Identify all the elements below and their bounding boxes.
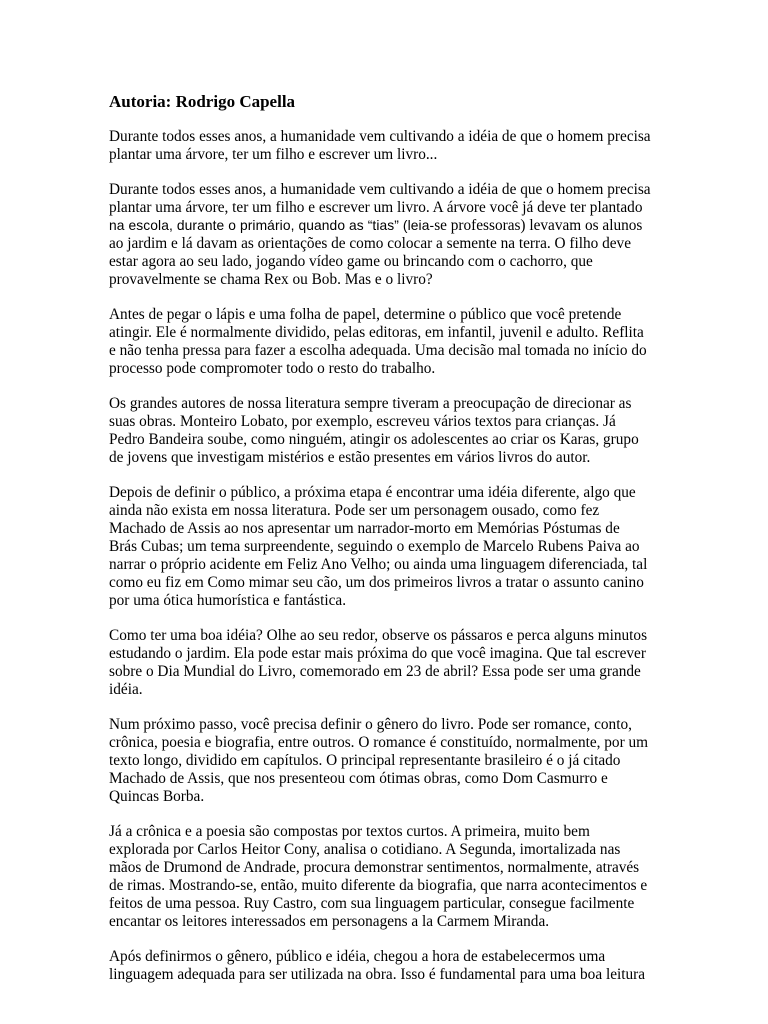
text-line [109, 217, 651, 235]
document-title: Autoria: Rodrigo Capella [109, 92, 296, 111]
text-line: por uma ótica humorística e fantástica. [109, 592, 347, 609]
text-line: Como ter uma boa idéia? Olhe ao seu redor, observe os pássaros e perca alguns minutos [109, 627, 648, 644]
text-line: suas obras. Monteiro Lobato, por exemplo, escreveu vários textos para crianças. Já [109, 413, 616, 430]
text-line: estar agora ao seu lado, jogando vídeo game ou brincando com o cachorro, que [109, 253, 593, 270]
paragraph-7 [109, 716, 651, 806]
text-line: Durante todos esses anos, a humanidade vem cultivando a idéia de que o homem precisa [109, 181, 651, 198]
text-line: idéia. [109, 681, 143, 698]
text-line: processo pode compromoter todo o resto do trabalho. [109, 360, 436, 377]
text-line: linguagem adequada para ser utilizada na obra. Isso é fundamental para uma boa leitura [109, 966, 646, 983]
text-line: explorada por Carlos Heitor Cony, analisa o cotidiano. A Segunda, imortalizada nas [109, 841, 621, 858]
text-line: de jovens que investigam mistérios e estão presentes em vários livros do autor. [109, 449, 591, 466]
text-segment: se professoras) levavam os alunos [434, 217, 643, 234]
text-line: Quincas Borba. [109, 788, 205, 805]
text-line: encantar os leitores interessados em personagens a la Carmem Miranda. [109, 913, 550, 930]
text-line: Antes de pegar o lápis e uma folha de papel, determine o público que você pretende [109, 306, 622, 323]
text-line: feitos de uma pessoa. Ruy Castro, com sua linguagem particular, consegue facilmente [109, 895, 635, 912]
paragraph-5 [109, 484, 651, 610]
text-line: provavelmente se chama Rex ou Bob. Mas e o livro? [109, 271, 433, 288]
text-line: Brás Cubas; um tema surpreendente, seguindo o exemplo de Marcelo Rubens Paiva ao [109, 538, 640, 555]
paragraph-1 [109, 128, 651, 164]
text-line: Os grandes autores de nossa literatura sempre tiveram a preocupação de direcionar as [109, 395, 632, 412]
paragraph-3 [109, 306, 651, 378]
text-line: Depois de definir o público, a próxima etapa é encontrar uma idéia diferente, algo que [109, 484, 636, 501]
text-line: ao jardim e lá davam as orientações de como colocar a semente na terra. O filho deve [109, 235, 631, 252]
paragraph-6 [109, 627, 651, 699]
text-line: Pedro Bandeira soube, como ninguém, atingir os adolescentes ao criar os Karas, grupo [109, 431, 639, 448]
text-line: plantar uma árvore, ter um filho e escrever um livro... [109, 146, 438, 163]
text-line: atingir. Ele é normalmente dividido, pelas editoras, em infantil, juvenil e adulto. Reflita [109, 324, 644, 341]
text-line: Machado de Assis ao nos apresentar um narrador-morto em Memórias Póstumas de [109, 520, 620, 537]
text-line: como eu fiz em Como mimar seu cão, um dos primeiros livros a tratar o assunto canino [109, 574, 644, 591]
text-line: crônica, poesia e biografia, entre outros. O romance é constituído, normalmente, por um [109, 734, 649, 751]
text-line: plantar uma árvore, ter um filho e escrever um livro. A árvore você já deve ter plantado [109, 199, 643, 216]
paragraph-8 [109, 823, 651, 931]
text-line: Durante todos esses anos, a humanidade vem cultivando a idéia de que o homem precisa [109, 128, 651, 145]
text-line: Num próximo passo, você precisa definir o gênero do livro. Pode ser romance, conto, [109, 716, 632, 733]
text-line: estudando o jardim. Ela pode estar mais próxima do que você imagina. Que tal escrever [109, 645, 646, 662]
text-line: Machado de Assis, que nos presenteou com ótimas obras, como Dom Casmurro e [109, 770, 608, 787]
text-line: mãos de Drumond de Andrade, procura demonstrar sentimentos, normalmente, através [109, 859, 640, 876]
text-line: Após definirmos o gênero, público e idéia, chegou a hora de estabelecermos uma [109, 948, 606, 965]
text-line: texto longo, dividido em capítulos. O principal representante brasileiro é o já citado [109, 752, 621, 769]
document-body [109, 92, 651, 1001]
text-segment-alt-font: na escola, durante o primário, quando as “tias” (leia- [109, 218, 435, 233]
paragraph-4 [109, 395, 651, 467]
text-line: sobre o Dia Mundial do Livro, comemorado em 23 de abril? Essa pode ser uma grande [109, 663, 641, 680]
paragraph-9 [109, 948, 651, 984]
text-line: Já a crônica e a poesia são compostas por textos curtos. A primeira, muito bem [109, 823, 590, 840]
text-line: e não tenha pressa para fazer a escolha adequada. Uma decisão mal tomada no início do [109, 342, 647, 359]
paragraph-2 [109, 181, 651, 289]
text-line: narrar o próprio acidente em Feliz Ano Velho; ou ainda uma linguagem diferenciada, tal [109, 556, 648, 573]
text-line: de rimas. Mostrando-se, então, muito diferente da biografia, que narra acontecimentos e [109, 877, 648, 894]
text-line: ainda não exista em nossa literatura. Pode ser um personagem ousado, como fez [109, 502, 600, 519]
